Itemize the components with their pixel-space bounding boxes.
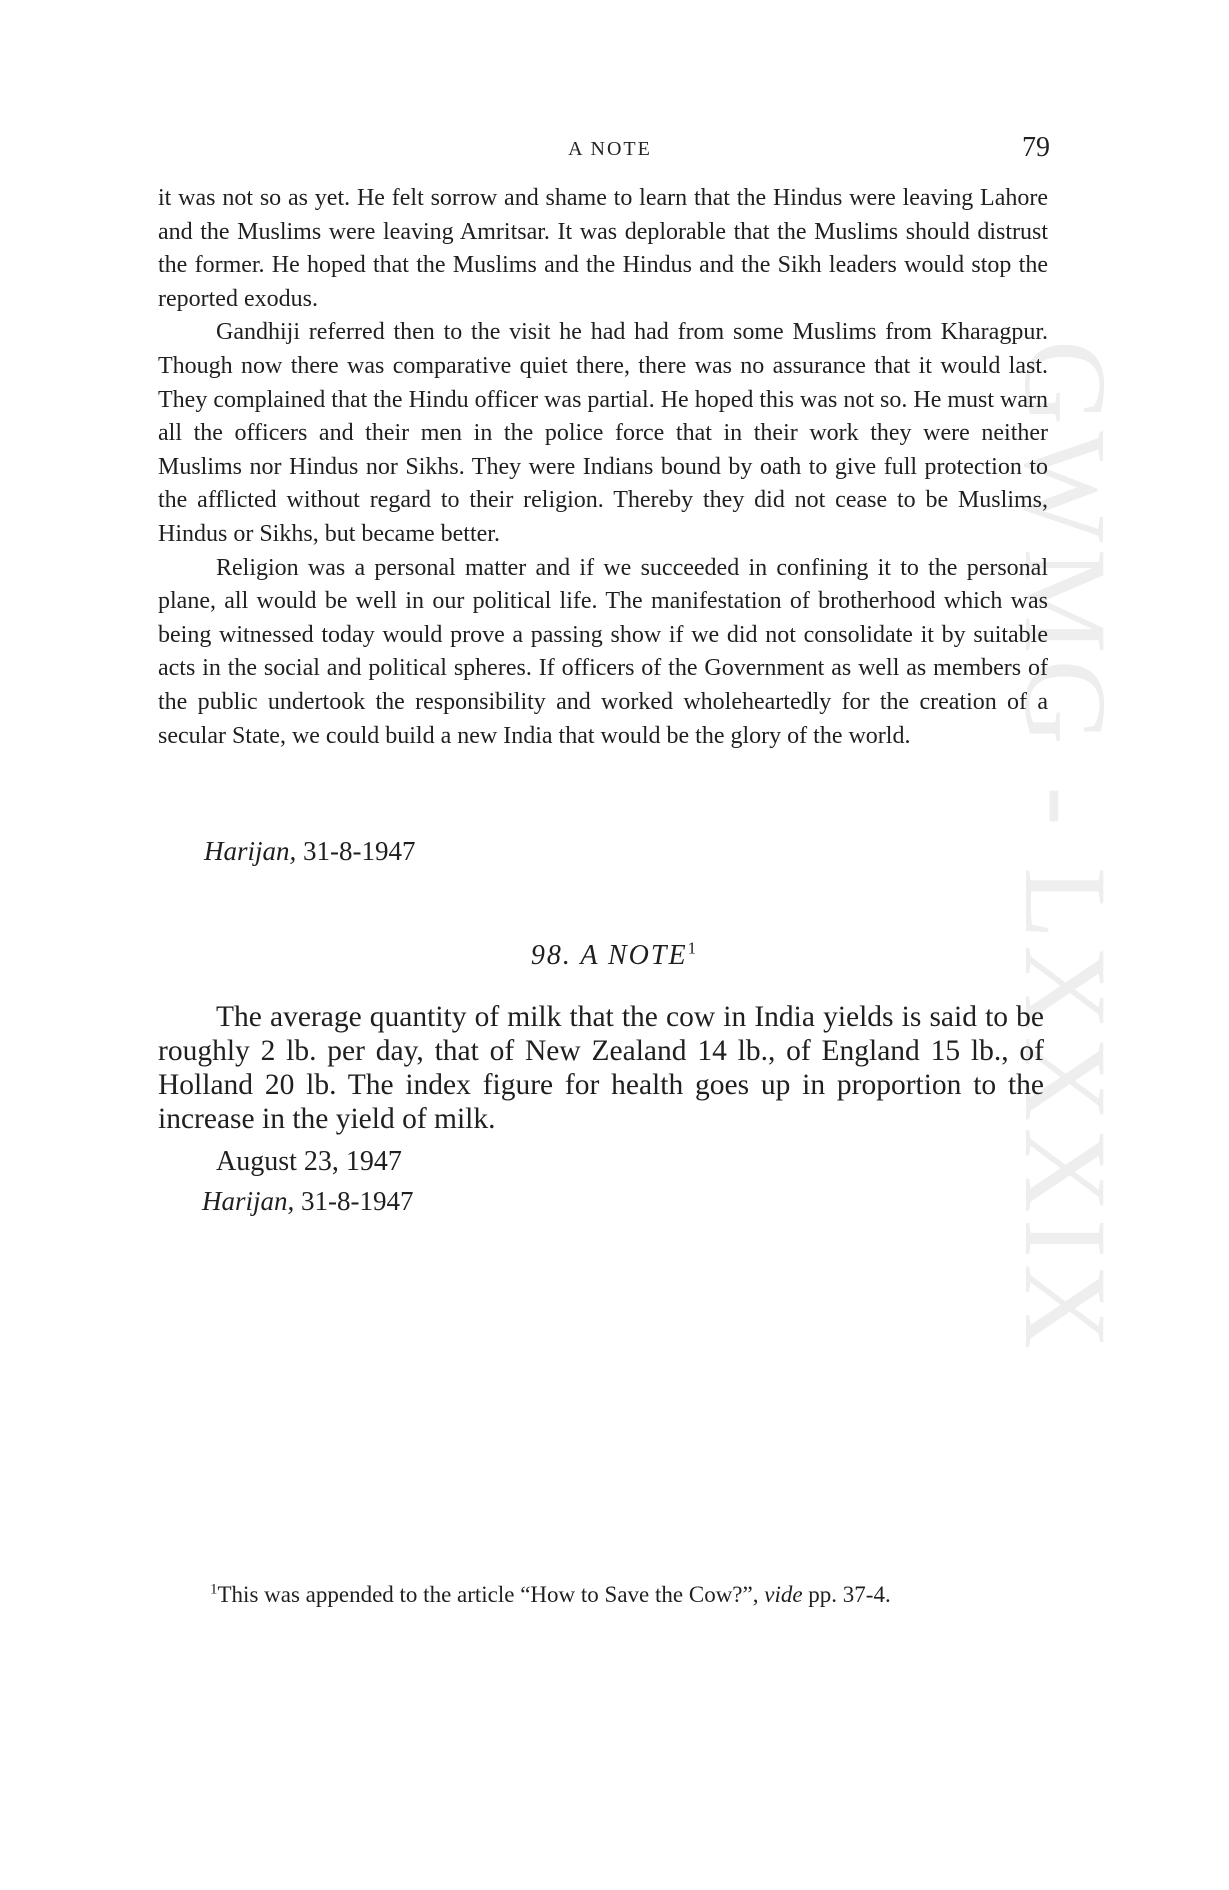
section-title: A NOTE (580, 940, 688, 971)
footnote-reference[interactable]: 1 (687, 938, 699, 958)
running-title: A NOTE (568, 138, 652, 160)
footnote-vide: vide (764, 1582, 803, 1607)
footnote (158, 1578, 1044, 1612)
running-head (0, 132, 1229, 162)
paragraph: it was not so as yet. He felt sorrow and shame to learn that the Hindus were leaving Lahore and the Muslims were leaving Amritsar. It was deplorable that the Muslims should distrust the former. He hoped that the Muslims and the Hindus and the Sikh leaders would stop the reported exodus. (158, 185, 1048, 312)
note-text (158, 1000, 1044, 1136)
note-source-citation (202, 1186, 414, 1217)
note-date: August 23, 1947 (216, 1146, 402, 1177)
footnote-paragraph (158, 1578, 1044, 1612)
paragraph: Religion was a personal matter and if we succeeded in confining it to the personal plane, all would be well in our political life. The manifestation of brotherhood which was being witnessed today would prove a passing show if we did not consolidate it by suitable acts in the social and political spheres. If officers of the Government as well as members of the public undertook the responsibility and worked wholeheartedly for the creation of a secular State, we could build a new India that would be the glory of the world. (158, 554, 1048, 749)
source-citation (204, 836, 416, 867)
note-paragraph: The average quantity of milk that the cow in India yields is said to be roughly 2 lb. per day, that of New Zealand 14 lb., of England 15 lb., of Holland 20 lb. The index figure for health goes up in proportion to the increase in the yield of milk. (158, 1001, 1044, 1135)
footnote-text: This was appended to the article “How to Save the Cow?”, (217, 1582, 759, 1607)
page-number: 79 (1022, 132, 1050, 163)
source-date: 31-8-1947 (303, 836, 416, 866)
note-source-publication: Harijan, (202, 1186, 295, 1216)
footnote-pages: pp. 37-4. (808, 1582, 891, 1607)
section-number: 98. (530, 940, 572, 971)
note-source-date: 31-8-1947 (301, 1186, 414, 1216)
watermark: GWMG - LXXXIX (1000, 340, 1131, 1356)
source-publication: Harijan, (204, 836, 297, 866)
section-heading (0, 940, 1229, 972)
paragraph: Gandhiji referred then to the visit he had had from some Muslims from Kharagpur. Though now there was comparative quiet there, there was no assurance that it would last. They complained that the Hindu officer was partial. He hoped this was not so. He must warn all the officers and their men in the police force that in their work they were neither Muslims nor Hindus nor Sikhs. They were Indians bound by oath to give full protection to the afflicted without regard to their religion. Thereby they did not cease to be Muslims, Hindus or Sikhs, but became better. (158, 319, 1049, 547)
body-text (158, 182, 1048, 753)
footnote-marker: 1 (210, 1581, 218, 1598)
